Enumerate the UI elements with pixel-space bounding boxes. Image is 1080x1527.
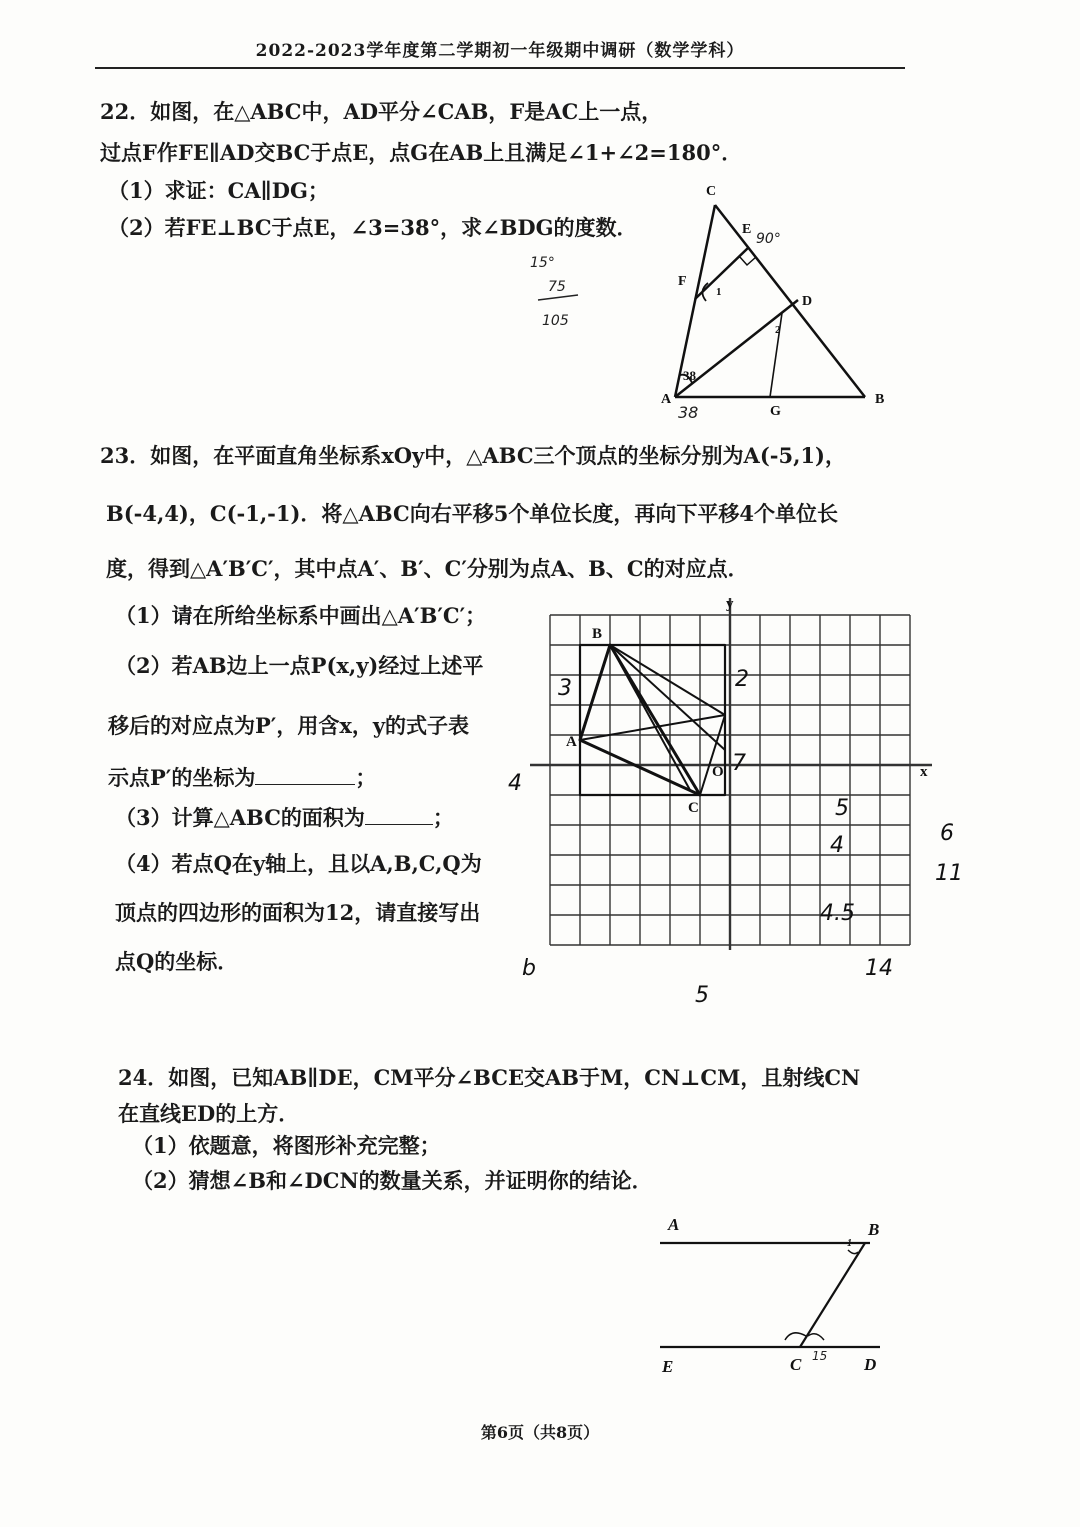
label-angle-2: 2 [775, 324, 781, 336]
page-header: 2022-2023学年度第二学期初一年级期中调研（数学学科） [95, 36, 905, 69]
note-38: 38 [678, 403, 699, 420]
segment-bc [800, 1243, 865, 1347]
q23-part-4c: 点Q的坐标． [115, 949, 239, 974]
note-15: 15° [530, 255, 555, 271]
q23-part-4b: 顶点的四边形的面积为12，请直接写出 [115, 900, 481, 925]
label-c: C [706, 184, 717, 199]
point-c-label: C [688, 800, 699, 816]
axis-x-label: x [920, 764, 928, 780]
q24-line-1: 24．如图，已知AB∥DE，CM平分∠BCE交AB于M，CN⊥CM，且射线CN [118, 1065, 861, 1090]
angle-1-mark [848, 1250, 858, 1254]
q23-line-2: B(-4,4)，C(-1,-1)．将△ABC向右平移5个单位长度，再向下平移4个单位长 [106, 501, 838, 526]
point-a-label: A [566, 734, 577, 750]
q23-part-2c-end: ； [355, 765, 377, 790]
q22-part-2: （2）若FE⊥BC于点E，∠3=38°，求∠BDG的度数． [108, 215, 638, 240]
note-5b: 5 [695, 983, 709, 1008]
page-footer: 第6页（共8页） [480, 1423, 600, 1442]
note-105: 105 [542, 313, 569, 329]
label-angle-3: 38 [683, 368, 696, 383]
answer-blank-p[interactable] [255, 784, 355, 785]
q23-part-4a: （4）若点Q在y轴上，且以A,B,C,Q为 [115, 851, 482, 876]
note-90: 90° [756, 231, 781, 247]
label-b: B [875, 392, 885, 407]
note-b: b [522, 956, 536, 981]
label-g: G [770, 404, 781, 419]
q23-coordinate-grid [500, 590, 970, 1010]
q23-part-2c [108, 762, 376, 792]
label-angle-1: 1 [847, 1238, 852, 1249]
q22-triangle-figure [520, 175, 900, 420]
sketch-line-4 [580, 715, 725, 740]
label-b: B [868, 1220, 880, 1239]
q24-parallel-lines-figure [640, 1210, 900, 1380]
label-angle-1: 1 [716, 286, 722, 298]
note-line [538, 295, 578, 300]
note-4: 4 [508, 771, 522, 796]
q23-part-2b: 移后的对应点为P′，用含x，y的式子表 [108, 713, 470, 738]
note-6: 6 [940, 821, 954, 846]
note-7: 7 [732, 751, 746, 776]
q23-part-3-text: （3）计算△ABC的面积为 [115, 805, 365, 830]
axis-y-label: y [726, 596, 734, 612]
q23-part-3-end: ； [432, 805, 454, 830]
right-angle-mark [739, 256, 756, 265]
label-a: A [668, 1215, 680, 1234]
q24-part-2: （2）猜想∠B和∠DCN的数量关系，并证明你的结论． [132, 1168, 653, 1193]
label-d: D [802, 294, 813, 309]
label-e: E [742, 222, 752, 237]
note-4.5: 4.5 [820, 901, 855, 926]
q24-line-2: 在直线ED的上方． [118, 1101, 300, 1126]
side-cb [715, 205, 865, 397]
q22-line-1: 22．如图，在△ABC中，AD平分∠CAB，F是AC上一点， [100, 99, 663, 124]
note-11: 11 [935, 861, 963, 886]
q22-line-2: 过点F作FE∥AD交BC于点E，点G在AB上且满足∠1+∠2=180°． [100, 140, 743, 165]
label-a: A [661, 392, 672, 407]
note-15: 15 [812, 1349, 828, 1363]
q23-line-3: 度，得到△A′B′C′，其中点A′、B′、C′分别为点A、B、C的对应点． [106, 556, 749, 581]
note-4b: 4 [830, 833, 844, 858]
label-d: D [864, 1355, 877, 1374]
q22-part-1: （1）求证：CA∥DG； [108, 178, 329, 203]
label-f: F [678, 274, 687, 289]
sketch-line-2 [610, 645, 725, 750]
note-2: 2 [735, 667, 749, 692]
q24-part-1: （1）依题意，将图形补充完整； [132, 1133, 441, 1158]
sketch-line-5 [700, 715, 725, 795]
note-14: 14 [865, 956, 893, 981]
q23-part-1: （1）请在所给坐标系中画出△A′B′C′； [115, 603, 487, 628]
point-b-label: B [592, 626, 603, 642]
label-c: C [790, 1355, 802, 1374]
label-e: E [662, 1357, 674, 1376]
sketch-line-3 [610, 645, 690, 790]
q23-part-3 [115, 802, 454, 832]
q23-line-1: 23．如图，在平面直角坐标系xOy中，△ABC三个顶点的坐标分别为A(-5,1)， [100, 443, 846, 468]
note-5: 5 [835, 796, 849, 821]
q23-part-2c-text: 示点P′的坐标为 [108, 765, 256, 790]
answer-blank-area[interactable] [365, 824, 433, 825]
origin-label: O [712, 764, 724, 780]
q23-part-2a: （2）若AB边上一点P(x,y)经过上述平 [115, 653, 484, 678]
note-3: 3 [558, 676, 572, 701]
note-75: 75 [548, 279, 566, 295]
